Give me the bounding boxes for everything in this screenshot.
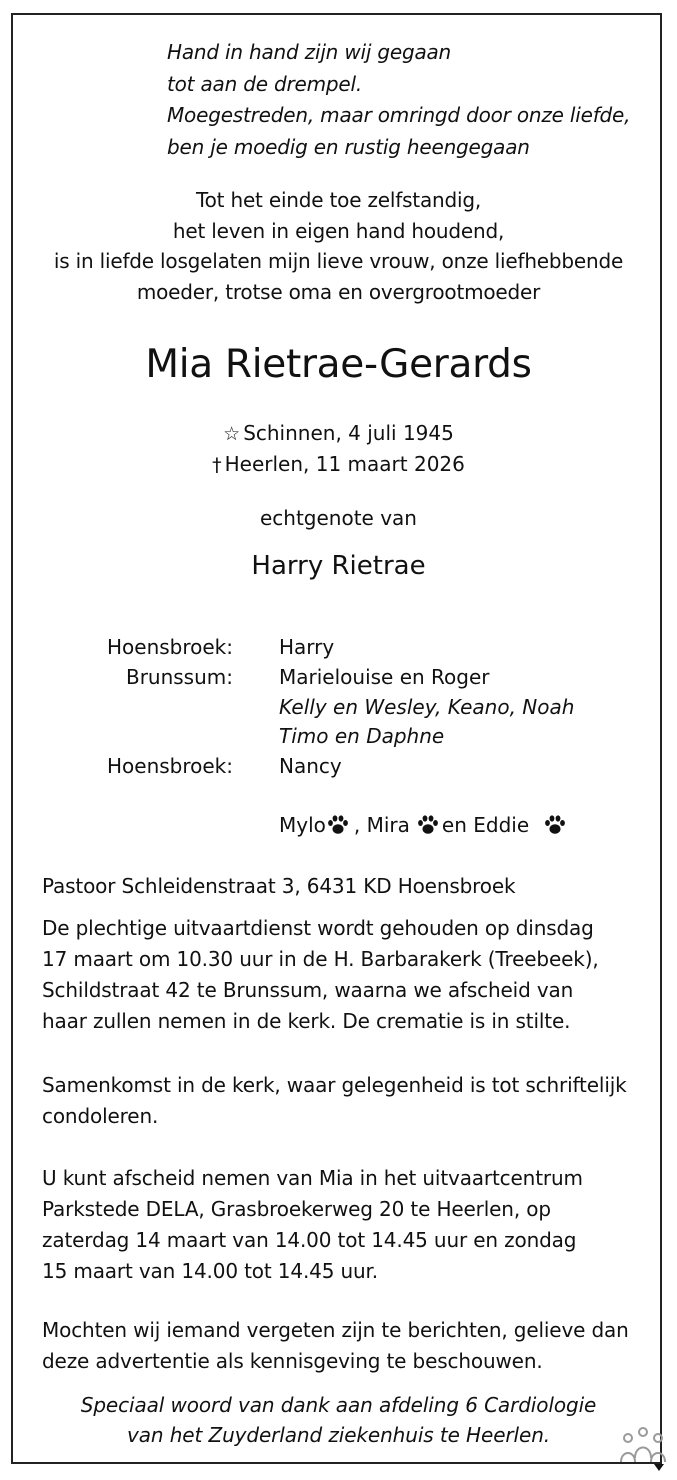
family-location: Hoensbroek: bbox=[106, 635, 233, 659]
deceased-name: Mia Rietrae-Gerards bbox=[145, 342, 532, 387]
farewell-line: zaterdag 14 maart van 14.00 tot 14.45 uur en zondag bbox=[42, 1228, 577, 1252]
star-icon: ☆ bbox=[223, 423, 241, 445]
thanks-line: Speciaal woord van dank aan afdeling 6 Cardiologie bbox=[80, 1393, 597, 1417]
poem-line: Hand in hand zijn wij gegaan bbox=[167, 40, 452, 64]
gathering-paragraph bbox=[42, 1070, 652, 1132]
intro-line: Tot het einde toe zelfstandig, bbox=[196, 188, 481, 212]
family-names: Marielouise en Roger bbox=[279, 665, 490, 689]
farewell-line: 15 maart van 14.00 tot 14.45 uur. bbox=[42, 1259, 378, 1283]
pet-name: en Eddie bbox=[441, 813, 530, 837]
people-group-logo-icon bbox=[618, 1424, 668, 1474]
death-line bbox=[13, 449, 664, 480]
farewell-line: Parkstede DELA, Grasbroekerweg 20 te Heerlen, op bbox=[42, 1197, 551, 1221]
service-paragraph bbox=[42, 913, 652, 1037]
farewell-paragraph bbox=[42, 1163, 652, 1287]
gathering-line: condoleren. bbox=[42, 1104, 159, 1128]
family-names: Harry bbox=[279, 635, 335, 659]
paw-print-icon bbox=[543, 813, 567, 837]
service-line: Schildstraat 42 te Brunssum, waarna we afscheid van bbox=[42, 978, 574, 1002]
family-location: Hoensbroek: bbox=[106, 754, 233, 778]
address-line: Pastoor Schleidenstraat 3, 6431 KD Hoensbroek bbox=[42, 874, 516, 898]
intro-text bbox=[13, 185, 664, 307]
service-line: 17 maart om 10.30 uur in de H. Barbarakerk (Treebeek), bbox=[42, 947, 599, 971]
pet-name: Mylo bbox=[279, 813, 326, 837]
family-names: Kelly en Wesley, Keano, Noah bbox=[279, 695, 575, 719]
birth-text: Schinnen, 4 juli 1945 bbox=[243, 421, 454, 445]
pets-line bbox=[279, 808, 567, 842]
life-dates bbox=[13, 418, 664, 480]
paw-print-icon bbox=[326, 813, 350, 837]
paw-print-icon bbox=[416, 813, 440, 837]
poem bbox=[167, 37, 630, 163]
death-text: Heerlen, 11 maart 2026 bbox=[224, 452, 465, 476]
family-names: Timo en Daphne bbox=[279, 724, 445, 748]
family-row bbox=[0, 632, 677, 662]
family-row bbox=[0, 721, 677, 751]
poem-line: ben je moedig en rustig heengegaan bbox=[167, 134, 530, 159]
service-line: haar zullen nemen in de kerk. De crematie is in stilte. bbox=[42, 1009, 571, 1033]
notice-paragraph bbox=[42, 1315, 652, 1377]
spouse-name: Harry Rietrae bbox=[251, 551, 426, 581]
family-row bbox=[0, 751, 677, 781]
farewell-line: U kunt afscheid nemen van Mia in het uitvaartcentrum bbox=[42, 1166, 583, 1190]
spouse-intro: echtgenote van bbox=[259, 506, 417, 530]
family-row bbox=[0, 692, 677, 722]
family-names: Nancy bbox=[279, 754, 342, 778]
gathering-line: Samenkomst in de kerk, waar gelegenheid is tot schriftelijk bbox=[42, 1073, 627, 1097]
poem-line: tot aan de drempel. bbox=[167, 71, 362, 96]
birth-line bbox=[13, 418, 664, 449]
intro-line: moeder, trotse oma en overgrootmoeder bbox=[136, 279, 541, 304]
thanks-line: van het Zuyderland ziekenhuis te Heerlen. bbox=[126, 1423, 551, 1447]
notice-line: deze advertentie als kennisgeving te beschouwen. bbox=[42, 1349, 543, 1373]
address bbox=[42, 871, 652, 902]
intro-line: het leven in eigen hand houdend, bbox=[172, 218, 505, 243]
poem-line: Moegestreden, maar omringd door onze liefde, bbox=[167, 103, 631, 127]
family-row bbox=[0, 662, 677, 692]
service-line: De plechtige uitvaartdienst wordt gehouden op dinsdag bbox=[42, 916, 594, 940]
intro-line: is in liefde losgelaten mijn lieve vrouw, onze liefhebbende bbox=[53, 249, 624, 273]
notice-line: Mochten wij iemand vergeten zijn te berichten, gelieve dan bbox=[42, 1318, 629, 1342]
family-location: Brunssum: bbox=[125, 665, 233, 689]
thanks-text bbox=[13, 1390, 664, 1450]
cross-icon: † bbox=[212, 454, 222, 476]
pet-name: , Mira bbox=[353, 813, 410, 837]
